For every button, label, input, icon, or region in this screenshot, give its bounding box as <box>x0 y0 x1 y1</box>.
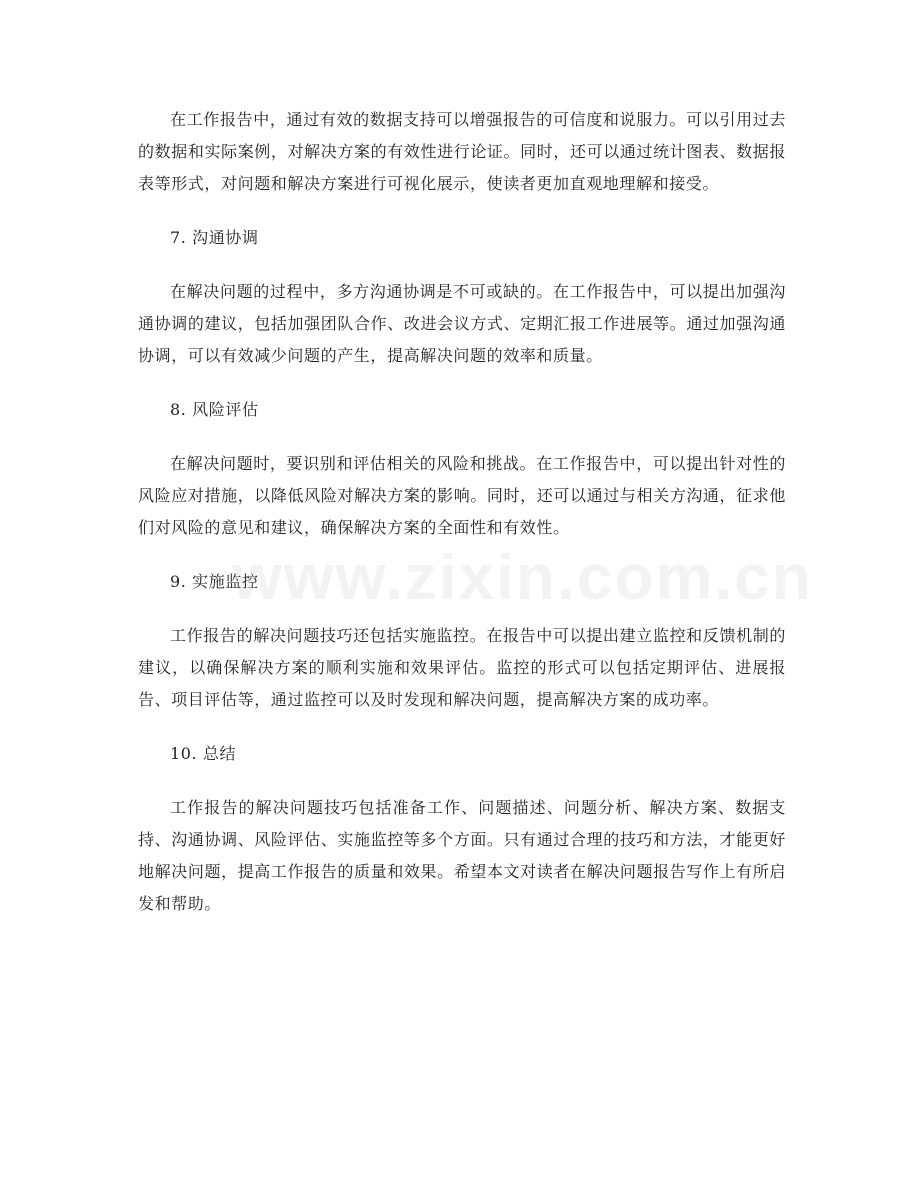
spacer <box>138 372 786 394</box>
paragraph-section-7: 在解决问题的过程中，多方沟通协调是不可或缺的。在工作报告中，可以提出加强沟通协调的建议，包括加强团队合作、改进会议方式、定期汇报工作进展等。通过加强沟通协调，可以有效减少问题的产生，提高解决问题的效率和质量。 <box>138 282 786 365</box>
spacer <box>138 598 786 620</box>
spacer <box>138 426 786 448</box>
spacer <box>138 544 786 566</box>
spacer <box>138 716 786 738</box>
watermark: www.zixin.com.cn <box>232 541 813 613</box>
paragraph-section-8: 在解决问题时，要识别和评估相关的风险和挑战。在工作报告中，可以提出针对性的风险应对措施，以降低风险对解决方案的影响。同时，还可以通过与相关方沟通，征求他们对风险的意见和建议，确保解决方案的全面性和有效性。 <box>138 454 786 537</box>
paragraph-section-10: 工作报告的解决问题技巧包括准备工作、问题描述、问题分析、解决方案、数据支持、沟通协调、风险评估、实施监控等多个方面。只有通过合理的技巧和方法，才能更好地解决问题，提高工作报告的质量和效果。希望本文对读者在解决问题报告写作上有所启发和帮助。 <box>138 798 786 913</box>
paragraph-data-support: 在工作报告中，通过有效的数据支持可以增强报告的可信度和说服力。可以引用过去的数据和实际案例，对解决方案的有效性进行论证。同时，还可以通过统计图表、数据报表等形式，对问题和解决方案进行可视化展示，使读者更加直观地理解和接受。 <box>138 110 786 193</box>
document-body <box>138 104 786 920</box>
section-heading-9: 9. 实施监控 <box>170 572 259 591</box>
section-heading-8: 8. 风险评估 <box>170 400 259 419</box>
spacer <box>138 770 786 792</box>
paragraph-section-9: 工作报告的解决问题技巧还包括实施监控。在报告中可以提出建立监控和反馈机制的建议，以确保解决方案的顺利实施和效果评估。监控的形式可以包括定期评估、进展报告、项目评估等，通过监控可以及时发现和解决问题，提高解决方案的成功率。 <box>138 626 786 709</box>
section-heading-10: 10. 总结 <box>170 744 237 763</box>
spacer <box>138 200 786 222</box>
spacer <box>138 254 786 276</box>
section-heading-7: 7. 沟通协调 <box>170 228 259 247</box>
